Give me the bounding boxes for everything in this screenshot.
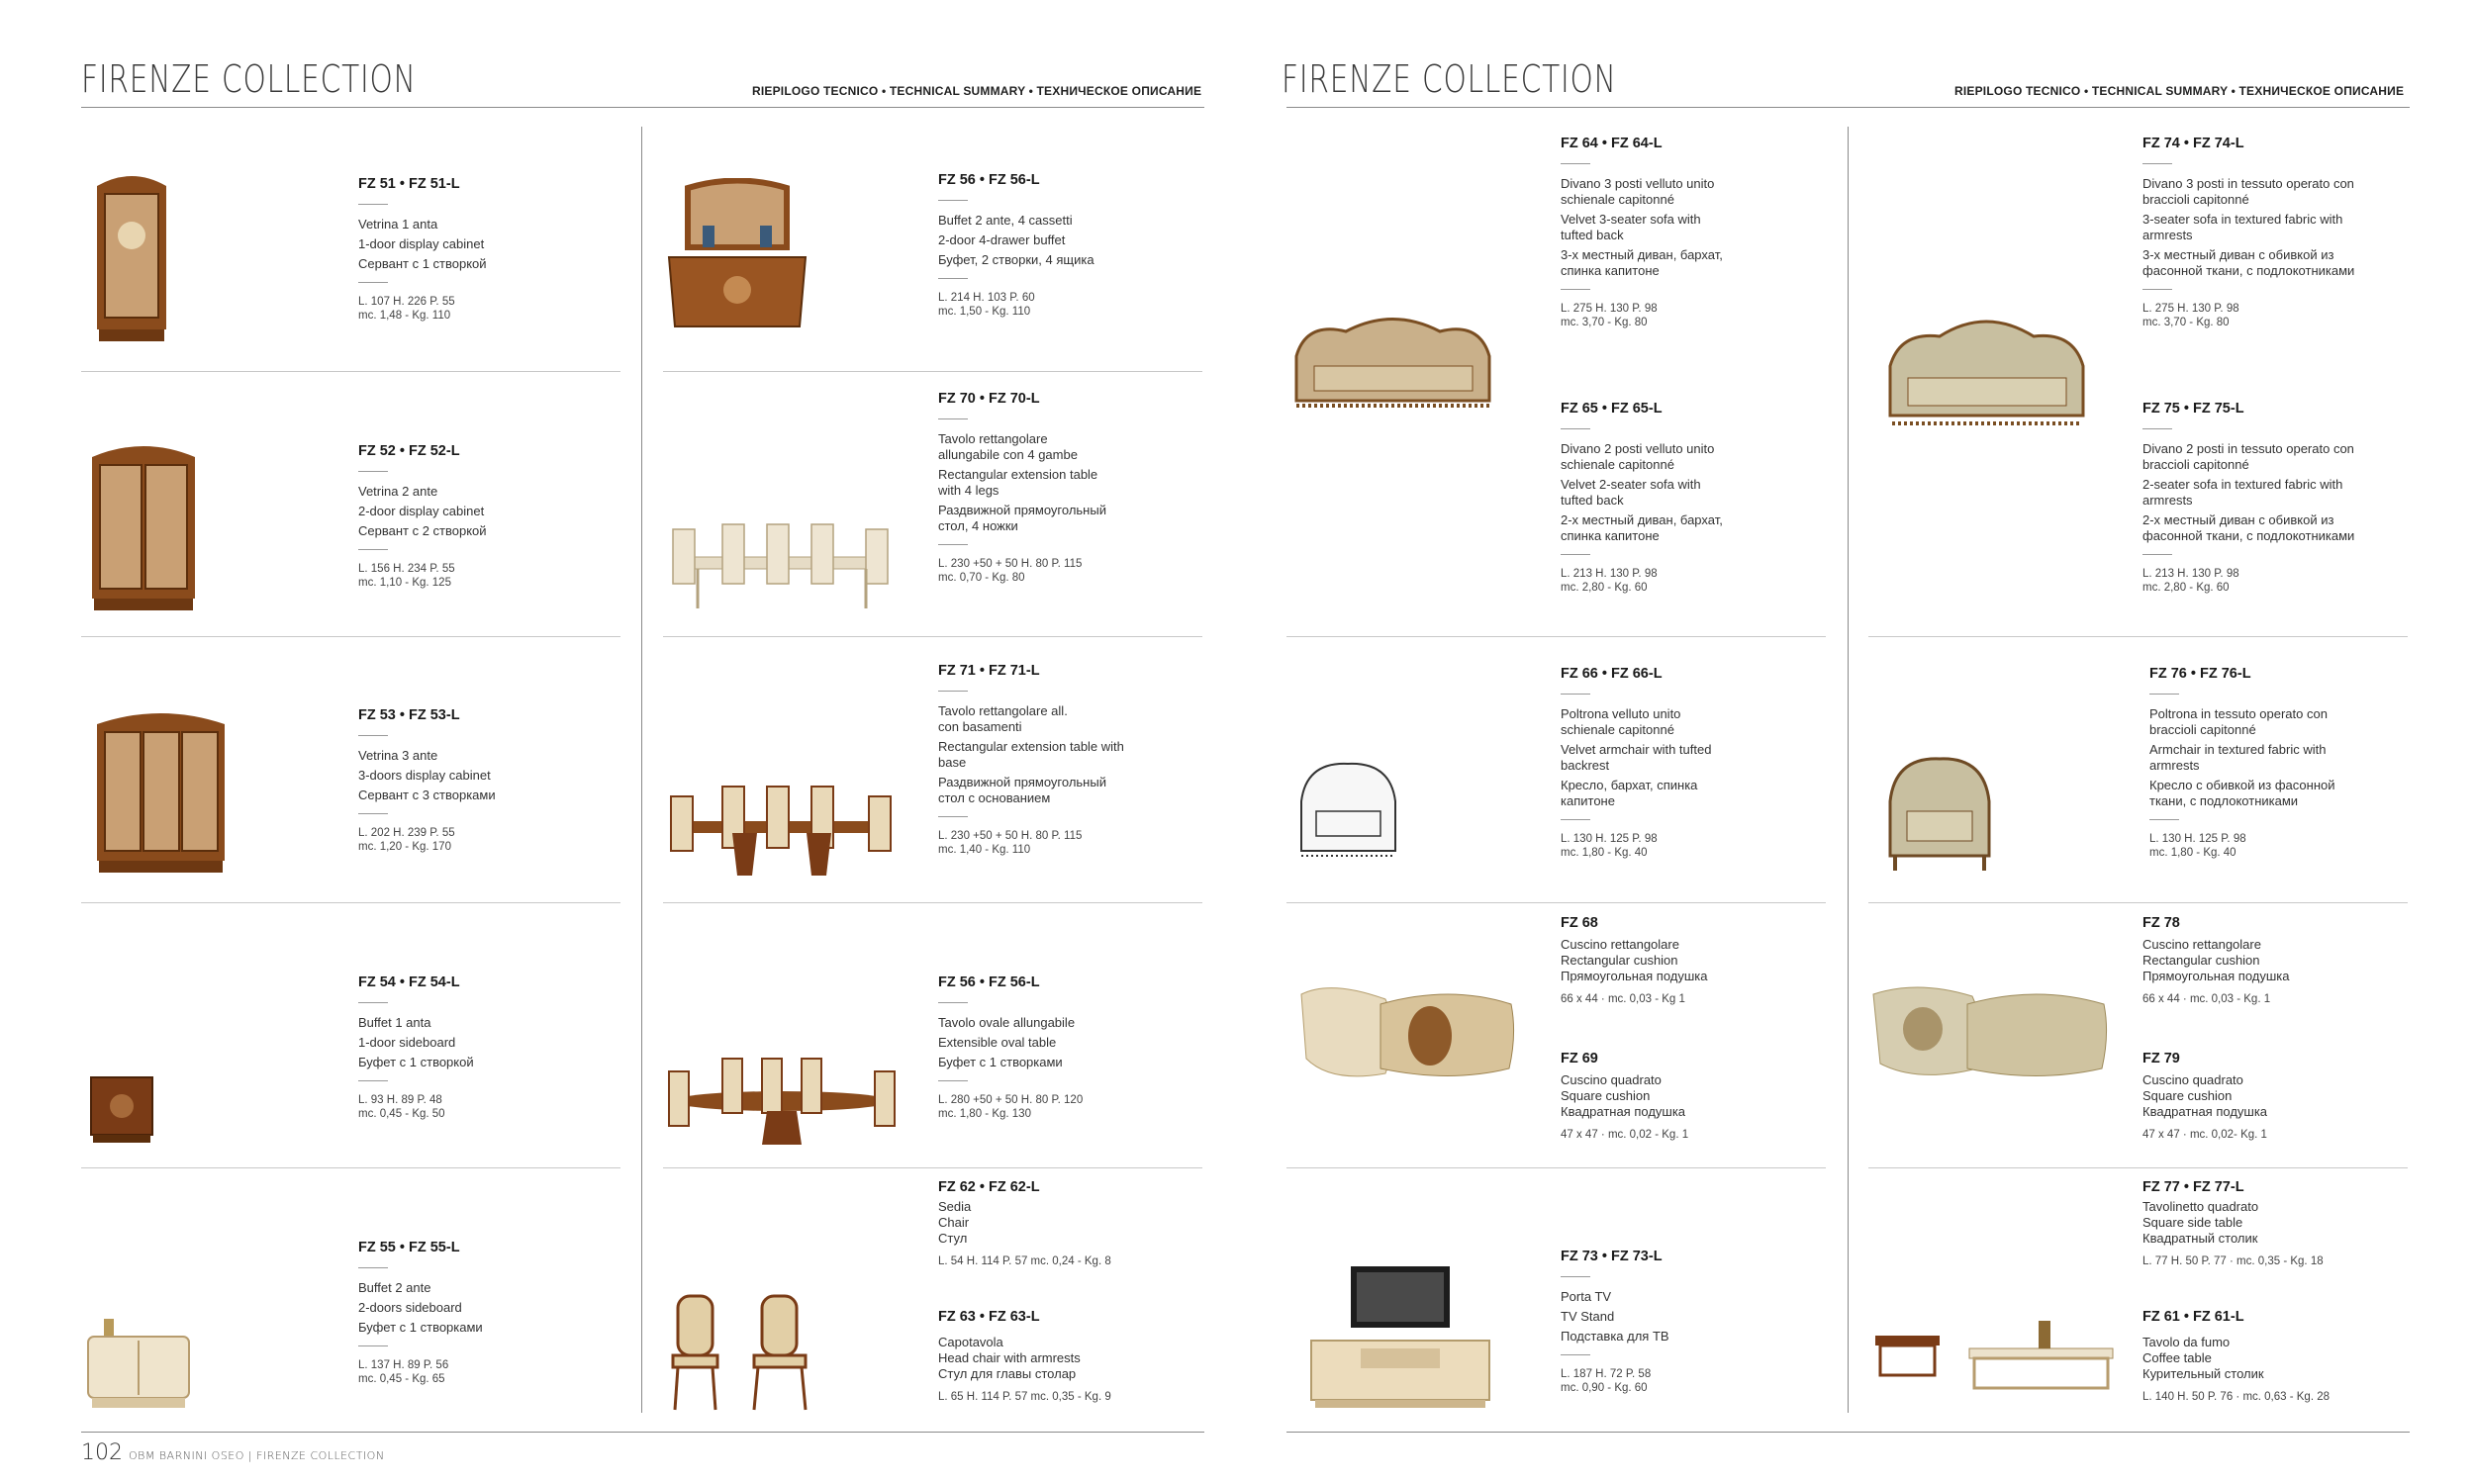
product-name-en: Velvet armchair with tufted backrest: [1561, 742, 1712, 773]
row-divider: [1286, 902, 1826, 903]
chairs-image: [663, 1286, 831, 1415]
short-rule: [938, 418, 968, 419]
row-divider: [663, 636, 1202, 637]
product-code: FZ 75 • FZ 75-L: [2142, 401, 2244, 417]
product-dimensions: L. 77 H. 50 P. 77 · mc. 0,35 - Kg. 18: [2142, 1255, 2324, 1267]
product-fz71: [938, 663, 1195, 857]
product-name-ru: Квадратная подушка: [1561, 1104, 1686, 1119]
product-code: FZ 70 • FZ 70-L: [938, 391, 1040, 407]
product-code: FZ 73 • FZ 73-L: [1561, 1249, 1663, 1264]
product-code: FZ 76 • FZ 76-L: [2149, 666, 2251, 682]
product-name-en: 2-seater sofa in textured fabric with armrests: [2142, 477, 2343, 508]
product-code: FZ 66 • FZ 66-L: [1561, 666, 1663, 682]
product-name-ru: Кресло с обивкой из фасонной ткани, с подлокотниками: [2149, 778, 2335, 808]
product-name-en: 3-seater sofa in textured fabric with armrests: [2142, 212, 2343, 242]
short-rule: [1561, 428, 1590, 429]
page-footer: [81, 1440, 385, 1465]
short-rule: [1561, 819, 1590, 820]
short-rule: [938, 691, 968, 692]
fabric-cushions-image: [1868, 974, 2111, 1088]
product-name-en: TV Stand: [1561, 1309, 1615, 1324]
product-name-ru: Буфет с 1 створками: [938, 1055, 1063, 1069]
fabric-3-seater-sofa-image: [1880, 307, 2093, 440]
short-rule: [2142, 428, 2172, 429]
product-name-it: Cuscino quadrato: [2142, 1072, 2243, 1087]
product-name-en: Velvet 2-seater sofa with tufted back: [1561, 477, 1701, 508]
product-name-it: Divano 3 posti velluto unito schienale capitonné: [1561, 176, 1715, 207]
display-cabinet-1-door-image: [87, 166, 176, 349]
short-rule: [938, 816, 968, 817]
product-code: FZ 77 • FZ 77-L: [2142, 1179, 2244, 1195]
product-name-it: Poltrona in tessuto operato con braccioli capitonné: [2149, 706, 2328, 737]
product-code: FZ 71 • FZ 71-L: [938, 663, 1040, 679]
product-fz55: [358, 1240, 625, 1386]
short-rule: [2149, 819, 2179, 820]
product-dimensions: L. 140 H. 50 P. 76 · mc. 0,63 - Kg. 28: [2142, 1391, 2331, 1403]
short-rule: [1561, 554, 1590, 555]
product-name-en: Extensible oval table: [938, 1035, 1057, 1050]
product-code: FZ 78: [2142, 915, 2180, 931]
product-dimensions: L. 107 H. 226 P. 55: [358, 296, 455, 308]
product-code: FZ 56 • FZ 56-L: [938, 172, 1040, 188]
short-rule: [938, 544, 968, 545]
product-name-it: Tavolo rettangolare allungabile con 4 gambe: [938, 431, 1078, 462]
product-weight: mc. 1,20 - Kg. 170: [358, 841, 451, 853]
cushions-image: [1291, 974, 1519, 1088]
product-fz79: [2142, 1051, 2410, 1142]
product-name-en: 3-doors display cabinet: [358, 768, 491, 783]
rectangular-table-with-base-image: [663, 782, 901, 881]
product-fz64: [1561, 136, 1828, 329]
product-name-en: Rectangular extension table with 4 legs: [938, 467, 1098, 498]
display-cabinet-2-door-image: [84, 435, 203, 618]
product-name-it: Divano 3 posti in tessuto operato con braccioli capitonné: [2142, 176, 2354, 207]
product-dimensions: 47 x 47 · mc. 0,02 - Kg. 1: [1561, 1129, 1689, 1141]
product-fz62: [938, 1179, 1205, 1268]
product-name-ru: 2-х местный диван с обивкой из фасонной ткани, с подлокотниками: [2142, 512, 2355, 543]
tv-stand-image: [1301, 1261, 1499, 1415]
product-weight: mc. 0,45 - Kg. 50: [358, 1108, 445, 1120]
product-fz63: [938, 1309, 1205, 1404]
right-page-subtitle: RIEPILOGO TECNICO • TECHNICAL SUMMARY • ТЕХНИЧЕСКОЕ ОПИСАНИЕ: [1954, 84, 2405, 98]
left-footer-rule: [81, 1432, 1204, 1433]
product-weight: mc. 0,45 - Kg. 65: [358, 1373, 445, 1385]
product-weight: mc. 1,48 - Kg. 110: [358, 310, 451, 322]
product-name-it: Cuscino quadrato: [1561, 1072, 1662, 1087]
row-divider: [81, 636, 620, 637]
product-name-en: Coffee table: [2142, 1350, 2212, 1365]
product-name-it: Buffet 2 ante, 4 cassetti: [938, 213, 1073, 228]
rectangular-table-4-legs-image: [663, 519, 901, 613]
product-dimensions: L. 137 H. 89 P. 56: [358, 1359, 449, 1371]
row-divider: [1286, 1167, 1826, 1168]
short-rule: [358, 1345, 388, 1346]
short-rule: [358, 1002, 388, 1003]
product-name-it: Vetrina 3 ante: [358, 748, 438, 763]
left-header-rule: [81, 107, 1204, 108]
product-name-ru: Буфет, 2 створки, 4 ящика: [938, 252, 1094, 267]
product-name-en: Velvet 3-seater sofa with tufted back: [1561, 212, 1701, 242]
short-rule: [358, 471, 388, 472]
display-cabinet-3-door-image: [89, 702, 233, 881]
product-dimensions: L. 280 +50 + 50 H. 80 P. 120: [938, 1094, 1084, 1106]
product-name-ru: Прямоугольная подушка: [2142, 969, 2290, 983]
product-weight: mc. 1,50 - Kg. 110: [938, 306, 1031, 318]
product-name-ru: Курительный столик: [2142, 1366, 2264, 1381]
sideboard-1-door-image: [87, 1073, 156, 1148]
row-divider: [1868, 902, 2408, 903]
product-name-it: Divano 2 posti in tessuto operato con braccioli capitonné: [2142, 441, 2354, 472]
product-fz76: [2149, 666, 2412, 860]
short-rule: [938, 1080, 968, 1081]
product-weight: mc. 2,80 - Kg. 60: [1561, 582, 1648, 594]
product-code: FZ 54 • FZ 54-L: [358, 974, 460, 990]
product-dimensions: L. 130 H. 125 P. 98: [1561, 833, 1658, 845]
product-fz52: [358, 443, 625, 590]
product-dimensions: L. 214 H. 103 P. 60: [938, 292, 1035, 304]
product-fz66: [1561, 666, 1828, 860]
product-dimensions: L. 275 H. 130 P. 98: [2142, 303, 2239, 315]
product-code: FZ 65 • FZ 65-L: [1561, 401, 1663, 417]
product-name-it: Cuscino rettangolare: [1561, 937, 1679, 952]
right-column-divider: [1848, 127, 1849, 1413]
product-code: FZ 69: [1561, 1051, 1598, 1067]
product-fz68: [1561, 915, 1828, 1006]
short-rule: [1561, 163, 1590, 164]
product-name-en: Square cushion: [1561, 1088, 1651, 1103]
short-rule: [358, 204, 388, 205]
product-weight: mc. 0,70 - Kg. 80: [938, 572, 1025, 584]
short-rule: [358, 1080, 388, 1081]
oval-extensible-table-image: [663, 1054, 901, 1148]
product-fz77: [2142, 1179, 2410, 1268]
product-fz61: [2142, 1309, 2410, 1404]
product-code: FZ 74 • FZ 74-L: [2142, 136, 2244, 151]
product-name-it: Buffet 1 anta: [358, 1015, 431, 1030]
product-name-ru: Сервант с 2 створкой: [358, 523, 487, 538]
page-number: 102: [81, 1440, 123, 1465]
product-code: FZ 55 • FZ 55-L: [358, 1240, 460, 1255]
product-weight: mc. 3,70 - Kg. 80: [2142, 317, 2230, 328]
product-dimensions: L. 213 H. 130 P. 98: [1561, 568, 1658, 580]
product-dimensions: L. 65 H. 114 P. 57 mc. 0,35 - Kg. 9: [938, 1391, 1111, 1403]
product-fz75: [2142, 401, 2410, 595]
product-name-it: Poltrona velluto unito schienale capitonné: [1561, 706, 1681, 737]
product-fz65: [1561, 401, 1828, 595]
row-divider: [81, 371, 620, 372]
product-code: FZ 68: [1561, 915, 1598, 931]
short-rule: [358, 549, 388, 550]
product-name-en: 2-door display cabinet: [358, 504, 485, 518]
product-dimensions: 66 x 44 · mc. 0,03 - Kg. 1: [2142, 993, 2271, 1005]
left-column-divider: [641, 127, 642, 1413]
product-dimensions: 66 x 44 · mc. 0,03 - Kg 1: [1561, 993, 1685, 1005]
short-rule: [1561, 1354, 1590, 1355]
row-divider: [663, 371, 1202, 372]
short-rule: [358, 813, 388, 814]
product-weight: mc. 1,40 - Kg. 110: [938, 844, 1031, 856]
product-name-ru: Буфет с 1 створкой: [358, 1055, 474, 1069]
product-name-ru: Сервант с 3 створками: [358, 788, 496, 802]
product-fz51: [358, 176, 625, 323]
product-name-en: Rectangular extension table with base: [938, 739, 1124, 770]
product-code: FZ 53 • FZ 53-L: [358, 707, 460, 723]
left-page-title: FIRENZE COLLECTION: [81, 57, 417, 101]
short-rule: [358, 735, 388, 736]
product-name-en: Head chair with armrests: [938, 1350, 1081, 1365]
short-rule: [358, 282, 388, 283]
right-footer-rule: [1286, 1432, 2410, 1433]
short-rule: [938, 1002, 968, 1003]
product-name-it: Tavolo ovale allungabile: [938, 1015, 1076, 1030]
sideboard-2-doors-image: [84, 1311, 193, 1415]
product-code: FZ 61 • FZ 61-L: [2142, 1309, 2244, 1325]
product-dimensions: L. 230 +50 + 50 H. 80 P. 115: [938, 558, 1083, 570]
row-divider: [663, 1167, 1202, 1168]
product-name-ru: Буфет с 1 створками: [358, 1320, 483, 1335]
product-fz53: [358, 707, 625, 854]
short-rule: [1561, 1276, 1590, 1277]
short-rule: [2142, 163, 2172, 164]
product-code: FZ 62 • FZ 62-L: [938, 1179, 1040, 1195]
product-fz56-oval-table: [938, 974, 1195, 1121]
product-name-it: Tavolo rettangolare all. con basamenti: [938, 703, 1068, 734]
short-rule: [938, 278, 968, 279]
row-divider: [1286, 636, 1826, 637]
product-dimensions: L. 130 H. 125 P. 98: [2149, 833, 2246, 845]
short-rule: [1561, 694, 1590, 695]
product-name-ru: Стул: [938, 1231, 968, 1246]
product-name-ru: Кресло, бархат, спинка капитоне: [1561, 778, 1698, 808]
product-name-it: Porta TV: [1561, 1289, 1612, 1304]
short-rule: [1561, 289, 1590, 290]
short-rule: [2149, 694, 2179, 695]
short-rule: [2142, 289, 2172, 290]
product-name-it: Vetrina 1 anta: [358, 217, 438, 232]
product-dimensions: L. 187 H. 72 P. 58: [1561, 1368, 1652, 1380]
product-name-it: Tavolinetto quadrato: [2142, 1199, 2259, 1214]
product-name-ru: 3-х местный диван, бархат, спинка капитоне: [1561, 247, 1723, 278]
product-name-ru: Стул для главы столар: [938, 1366, 1077, 1381]
product-name-ru: Раздвижной прямоугольный стол с основанием: [938, 775, 1106, 805]
product-weight: mc. 1,10 - Kg. 125: [358, 577, 451, 589]
row-divider: [81, 902, 620, 903]
side-and-coffee-tables-image: [1870, 1311, 2118, 1405]
product-fz78: [2142, 915, 2410, 1006]
velvet-3-seater-sofa-image: [1286, 307, 1499, 425]
product-fz56-buffet: [938, 172, 1195, 319]
product-weight: mc. 2,80 - Kg. 60: [2142, 582, 2230, 594]
row-divider: [81, 1167, 620, 1168]
short-rule: [358, 1267, 388, 1268]
product-name-it: Capotavola: [938, 1335, 1003, 1349]
product-name-ru: Квадратная подушка: [2142, 1104, 2268, 1119]
product-dimensions: L. 202 H. 239 P. 55: [358, 827, 455, 839]
product-name-en: 2-doors sideboard: [358, 1300, 462, 1315]
product-name-ru: 3-х местный диван с обивкой из фасонной ткани, с подлокотниками: [2142, 247, 2355, 278]
left-page-subtitle: RIEPILOGO TECNICO • TECHNICAL SUMMARY • ТЕХНИЧЕСКОЕ ОПИСАНИЕ: [752, 84, 1202, 98]
product-dimensions: L. 275 H. 130 P. 98: [1561, 303, 1658, 315]
product-name-en: Chair: [938, 1215, 970, 1230]
footer-caption: OBM BARNINI OSEO | FIRENZE COLLECTION: [129, 1449, 385, 1462]
row-divider: [663, 902, 1202, 903]
velvet-armchair-sketch-image: [1286, 752, 1410, 876]
product-name-it: Tavolo da fumo: [2142, 1335, 2231, 1349]
product-dimensions: L. 54 H. 114 P. 57 mc. 0,24 - Kg. 8: [938, 1255, 1111, 1267]
product-name-it: Sedia: [938, 1199, 972, 1214]
right-header-rule: [1286, 107, 2410, 108]
product-name-ru: Подставка для ТВ: [1561, 1329, 1669, 1344]
product-name-en: Rectangular cushion: [1561, 953, 1678, 968]
product-name-en: 2-door 4-drawer buffet: [938, 232, 1066, 247]
product-dimensions: L. 230 +50 + 50 H. 80 P. 115: [938, 830, 1083, 842]
product-name-ru: 2-х местный диван, бархат, спинка капитоне: [1561, 512, 1723, 543]
product-code: FZ 64 • FZ 64-L: [1561, 136, 1663, 151]
right-page-title: FIRENZE COLLECTION: [1282, 57, 1617, 101]
fabric-armchair-image: [1875, 747, 2004, 876]
product-name-ru: Прямоугольная подушка: [1561, 969, 1708, 983]
product-name-en: 1-door display cabinet: [358, 236, 485, 251]
product-code: FZ 51 • FZ 51-L: [358, 176, 460, 192]
product-name-en: Square cushion: [2142, 1088, 2233, 1103]
product-name-ru: Сервант с 1 створкой: [358, 256, 487, 271]
product-name-it: Buffet 2 ante: [358, 1280, 431, 1295]
product-name-en: Square side table: [2142, 1215, 2243, 1230]
product-dimensions: L. 93 H. 89 P. 48: [358, 1094, 442, 1106]
product-dimensions: 47 x 47 · mc. 0,02- Kg. 1: [2142, 1129, 2267, 1141]
buffet-with-mirror-image: [663, 178, 811, 341]
product-weight: mc. 3,70 - Kg. 80: [1561, 317, 1648, 328]
product-weight: mc. 1,80 - Kg. 130: [938, 1108, 1031, 1120]
short-rule: [2142, 554, 2172, 555]
product-weight: mc. 0,90 - Kg. 60: [1561, 1382, 1648, 1394]
row-divider: [1868, 636, 2408, 637]
product-code: FZ 52 • FZ 52-L: [358, 443, 460, 459]
product-name-en: Armchair in textured fabric with armrests: [2149, 742, 2327, 773]
product-name-it: Divano 2 posti velluto unito schienale capitonné: [1561, 441, 1715, 472]
product-code: FZ 79: [2142, 1051, 2180, 1067]
product-name-ru: Раздвижной прямоугольный стол, 4 ножки: [938, 503, 1106, 533]
product-fz54: [358, 974, 625, 1121]
product-dimensions: L. 156 H. 234 P. 55: [358, 563, 455, 575]
short-rule: [938, 200, 968, 201]
product-fz73: [1561, 1249, 1828, 1395]
product-dimensions: L. 213 H. 130 P. 98: [2142, 568, 2239, 580]
product-name-en: 1-door sideboard: [358, 1035, 456, 1050]
product-name-it: Vetrina 2 ante: [358, 484, 438, 499]
product-fz69: [1561, 1051, 1828, 1142]
product-code: FZ 63 • FZ 63-L: [938, 1309, 1040, 1325]
product-fz70: [938, 391, 1195, 585]
product-name-ru: Квадратный столик: [2142, 1231, 2258, 1246]
row-divider: [1868, 1167, 2408, 1168]
product-name-en: Rectangular cushion: [2142, 953, 2260, 968]
product-code: FZ 56 • FZ 56-L: [938, 974, 1040, 990]
product-name-it: Cuscino rettangolare: [2142, 937, 2261, 952]
product-fz74: [2142, 136, 2410, 329]
product-weight: mc. 1,80 - Kg. 40: [2149, 847, 2236, 859]
product-weight: mc. 1,80 - Kg. 40: [1561, 847, 1648, 859]
